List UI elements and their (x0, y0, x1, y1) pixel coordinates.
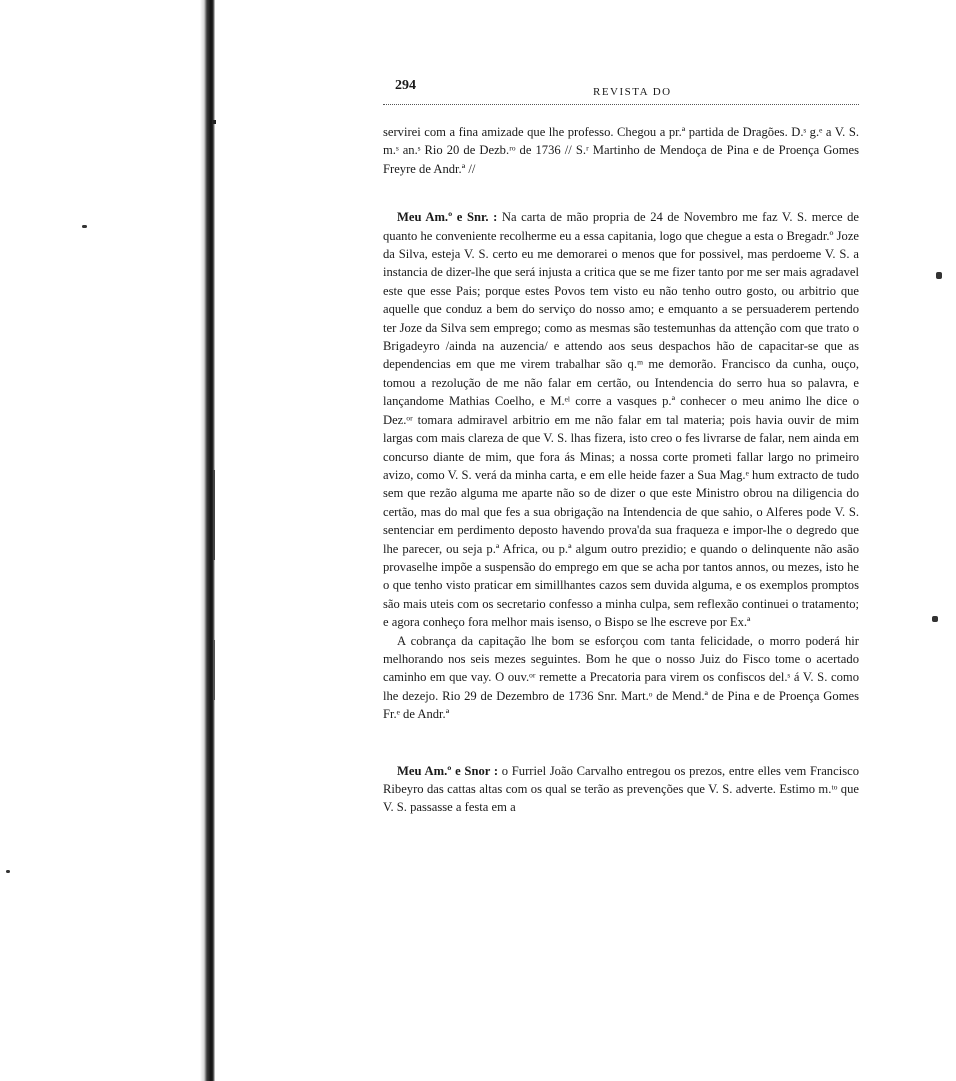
letter-body: o Furriel João Carvalho entregou os prezos, entre elles vem Francisco Ribeyro das cattas altas com os qual se terão as prevenções que V. S. adverte. Estimo m.ᵗᵒ que V. S. passasse a festa em a (383, 763, 859, 815)
letter (383, 208, 859, 723)
letter-paragraph (383, 762, 859, 817)
binding-mark (213, 640, 215, 700)
letter-salutation: Meu Am.º e Snor : (397, 763, 499, 778)
letter-paragraph: servirei com a fina amizade que lhe professo. Chegou a pr.ª partida de Dragões. D.ˢ g.ᵉ a V. S. m.ˢ an.ˢ Rio 20 de Dezb.ʳᵒ de 1736 // S.ʳ Martinho de Mendoça de Pina e de Proença Gomes Freyre de Andr.ª // (383, 125, 859, 176)
letter-salutation: Meu Am.º e Snr. : (397, 210, 498, 225)
paper-speck (6, 870, 10, 873)
journal-title: REVISTA DO (593, 86, 672, 98)
book-page (383, 76, 859, 817)
letter-paragraph: A cobrança da capitação lhe bom se esforçou com tanta felicidade, o morro poderá hir melhorando nos seis mezes seguintes. Bom he que o nosso Juiz do Fisco tome o acertado caminho em que vay. O ouv.ᵒʳ remette a Precatoria para virem os confiscos del.ˢ á V. S. como lhe dezejo. Rio 29 de Dezembro de 1736 Snr. Mart.ᵒ de Mend.ª de Pina e de Proença Gomes Fr.ᵉ de Andr.ª (383, 633, 859, 722)
binding-mark (213, 120, 216, 124)
letter-body: Na carta de mão propria de 24 de Novembro me faz V. S. merce de quanto he conveniente recolherme eu a essa capitania, logo que chegue a esta o Bregadr.º Joze da Silva, esteja V. S. certo eu me demorarei o menos que for possivel, mas perdoeme V. S. a instancia de dizer-lhe que será injusta a critica que se me fizer tanto por me ser mais agradavel este que esse Pais; porque estes Povos tem visto eu não tenho outro gosto, ou arbitrio que aquelle que conduz a bem do serviço do nosso amo; e emquanto a se persuaderem pertendo ter Joze da Silva sem emprego; como as mesmas são testemunhas da attenção com que trato o Brigadeyro /ainda na auzencia/ e attendo aos seus despachos hão de capacitar-se que as dependencias em que me virem trabalhar são q.ᵐ me demorão. Francisco da cunha, ouço, tomou a rezolução de me não falar em certão, ou Intendencia do serro hua so palavra, e lançandome Mathias Coelho, e M.ᵉˡ corre a vasques p.ª conhecer o meu animo lhe dice o Dez.ᵒʳ tomara admiravel arbitrio em me não falar em tal materia; pois havia ouvir de mim largas com mais clareza de que V. S. lhas fizera, isto creo o fes livrarse de falar, nem ainda em concurso diante de mim, que fora ás Minas; a nossa corte prometi fallar largo no primeiro avizo, como V. S. verá da minha carta, e em elle heide fazer a Sua Mag.ᵉ hum extracto de tudo sem que rezão alguma me aparte não so de dizer o que este Ministro obrou na diligencia do certão, mas do mal que fes a sua obrigação na Intendencia de que sahio, o Alferes pode V. S. sentenciar em perdimento deposto havendo prova'da sua fraqueza e impor-lhe o degredo que lhe parecer, ou seja p.ª Africa, ou p.ª algum outro prezidio; e quando o delinquente não asão provaselhe impõe a suspensão do emprego em que se acha por tantos annos, ou mezes, isto he o que tenho visto praticar em simillhantes cazos sem duvida alguma, e os exemplos promptos são mais uteis com os secretario confesso a minha culpa, sem reflexão continuei o tratamento; e agora conheço fora melhor mais isenso, o Bispo se lhe escreve por Ex.ª (383, 210, 859, 630)
book-binding-shadow (0, 0, 215, 1081)
page-number: 294 (395, 78, 416, 93)
letter-continuation (383, 123, 859, 178)
letter (383, 762, 859, 817)
paper-speck (932, 616, 938, 622)
running-head (383, 76, 859, 105)
paper-speck (82, 225, 87, 228)
binding-mark (213, 470, 215, 560)
paper-speck (936, 272, 942, 279)
letter-paragraph (383, 208, 859, 631)
